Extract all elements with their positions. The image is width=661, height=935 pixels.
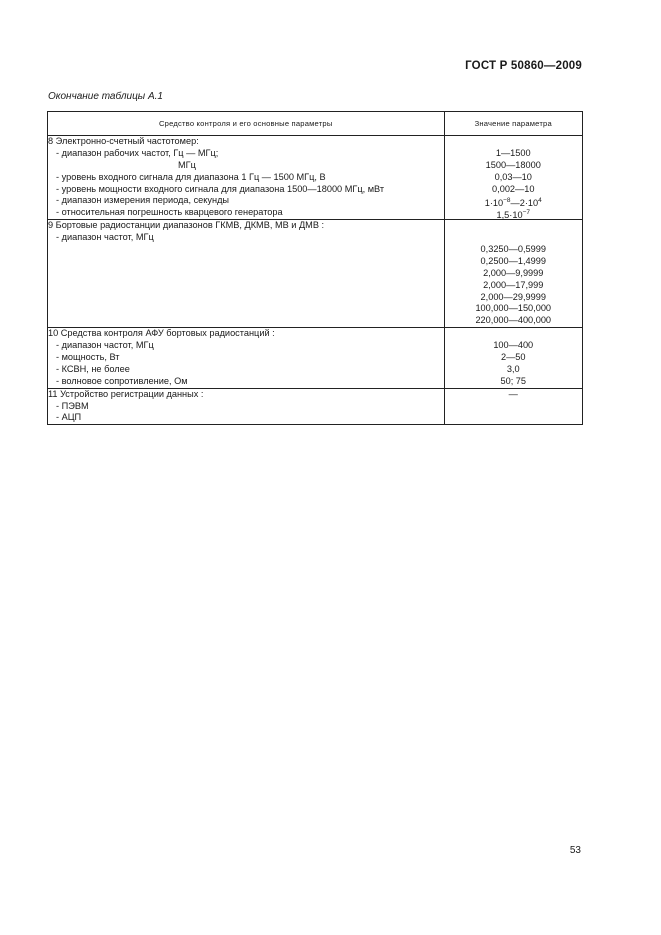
param-line: - относительная погрешность кварцевого генератора (56, 207, 283, 218)
section-title: 9 Бортовые радиостанции диапазонов ГКМВ, ДКМВ, МВ и ДМВ : (48, 220, 325, 231)
value-line: 2,000—29,9999 (480, 291, 546, 302)
param-cell (48, 136, 445, 220)
value-line: 100—400 (493, 340, 534, 351)
param-line: МГц (178, 159, 196, 170)
param-line: - волновое сопротивление, Ом (56, 375, 188, 386)
param-cell (48, 328, 445, 388)
value-cell (444, 136, 583, 220)
value-part: —2·10 (510, 198, 539, 209)
parameters-table (47, 111, 583, 425)
value-line: 0,002—10 (492, 183, 535, 194)
section-title: 10 Средства контроля АФУ бортовых радиостанций : (48, 328, 275, 339)
param-line: - АЦП (56, 412, 82, 423)
value-line: 0,2500—1,4999 (480, 255, 546, 266)
value-line: 0,3250—0,5999 (480, 244, 546, 255)
value-cell (444, 388, 583, 425)
value-line (445, 232, 583, 244)
table-row (48, 136, 583, 220)
value-line-error (445, 207, 583, 219)
param-cell (48, 220, 445, 328)
value-line: 50; 75 (500, 375, 527, 386)
value-line: 2—50 (500, 352, 526, 363)
value-line: — (508, 388, 518, 399)
table-row (48, 388, 583, 425)
param-line: - КСВН, не более (56, 363, 130, 374)
param-line: - уровень мощности входного сигнала для диапазона 1500—18000 МГц, мВт (56, 183, 385, 194)
value-line: 1—1500 (495, 147, 531, 158)
value-line (445, 136, 583, 148)
param-line: - мощность, Вт (56, 352, 120, 363)
value-line: 3,0 (506, 363, 520, 374)
value-exponent: −7 (522, 209, 530, 217)
column-header-param: Средство контроля и его основные параметры (48, 112, 445, 136)
param-line: - диапазон измерения периода, секунды (56, 195, 230, 206)
value-line: 220,000—400,000 (475, 315, 552, 326)
value-line-period (445, 195, 583, 207)
section-title: 8 Электронно-счетный частотомер: (48, 136, 199, 146)
param-line: - диапазон рабочих частот, Гц — МГц; (56, 147, 219, 158)
document-code: ГОСТ Р 50860—2009 (465, 60, 582, 72)
value-cell (444, 328, 583, 388)
value-part: 1·10 (484, 198, 504, 209)
value-line (445, 220, 583, 232)
value-part: 1,5·10 (496, 210, 523, 221)
value-cell (444, 220, 583, 328)
value-line: 2,000—9,9999 (483, 267, 544, 278)
param-line: - диапазон частот, МГц (56, 340, 154, 351)
page-number: 53 (569, 845, 581, 856)
value-line: 1500—18000 (485, 159, 541, 170)
column-header-value: Значение параметра (444, 112, 583, 136)
table-row (48, 220, 583, 328)
param-cell (48, 388, 445, 425)
value-exponent: 4 (538, 197, 542, 205)
param-line: - диапазон частот, МГц (56, 232, 154, 243)
table-header-row (48, 112, 583, 136)
value-line: 2,000—17,999 (483, 279, 544, 290)
table-caption: Окончание таблицы А.1 (48, 91, 163, 102)
table-row (48, 328, 583, 388)
section-title: 11 Устройство регистрации данных : (48, 388, 204, 399)
value-line (445, 328, 583, 340)
param-line: - ПЭВМ (56, 400, 89, 411)
param-line: - уровень входного сигнала для диапазона 1 Гц — 1500 МГц, В (56, 171, 326, 182)
value-line: 0,03—10 (494, 171, 532, 182)
value-exponent: −8 (503, 197, 511, 205)
value-line: 100,000—150,000 (475, 303, 552, 314)
